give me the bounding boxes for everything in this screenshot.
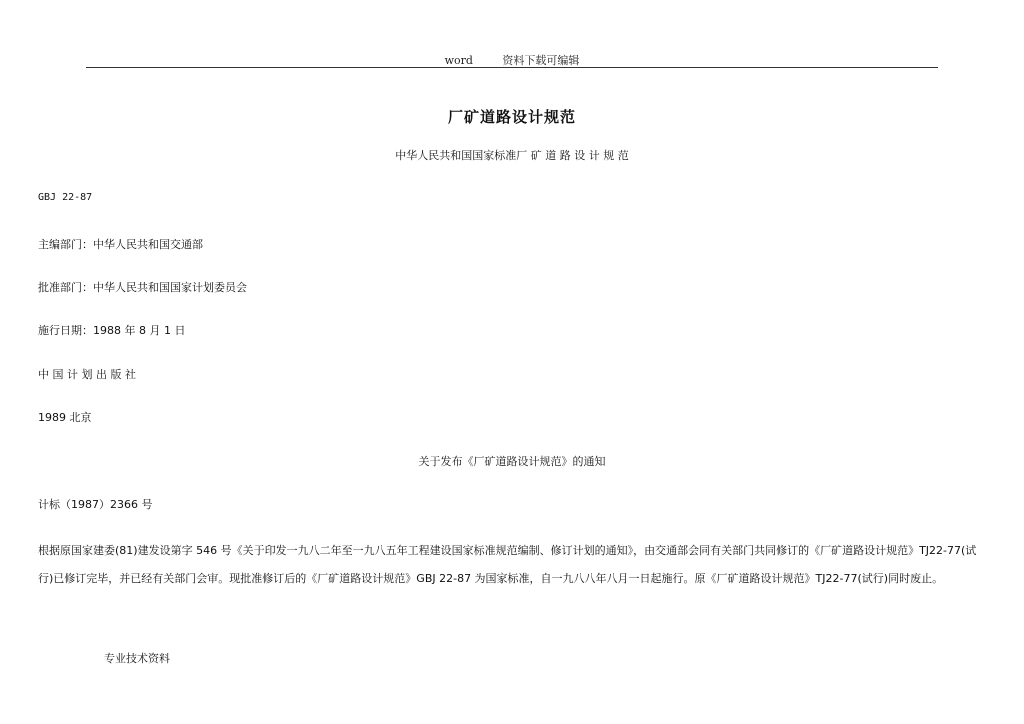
editor-department: 主编部门：中华人民共和国交通部 xyxy=(38,238,203,251)
header-word: word xyxy=(444,54,473,67)
page-header xyxy=(0,52,1024,68)
page-footer: 专业技术资料 xyxy=(104,652,170,665)
header-divider xyxy=(86,67,938,68)
document-subtitle: 中华人民共和国国家标准厂 矿 道 路 设 计 规 范 xyxy=(395,149,629,162)
notice-title: 关于发布《厂矿道路设计规范》的通知 xyxy=(418,455,606,468)
standard-code: GBJ 22-87 xyxy=(38,192,93,203)
publication-place: 1989 北京 xyxy=(38,411,92,424)
publisher: 中 国 计 划 出 版 社 xyxy=(38,368,136,381)
document-title: 厂矿道路设计规范 xyxy=(447,108,576,126)
effective-date: 施行日期：1988 年 8 月 1 日 xyxy=(38,324,186,337)
notice-body-paragraph: 根据原国家建委(81)建发设第字 546 号《关于印发一九八二年至一九八五年工程建设国家标准规范编制、修订计划的通知》，由交通部会同有关部门共同修订的《厂矿道路设计规范》TJ22-77(试行)已修订完毕，并已经有关部门会审。现批准修订后的《厂矿道路设计规范》GBJ 22-87 为国家标准，自一九八八年八月一日起施行。原《厂矿道路设计规范》TJ22-77(试行)同时废止。 xyxy=(38,544,977,585)
notice-number: 计标（1987）2366 号 xyxy=(38,498,153,511)
header-note: 资料下载可编辑 xyxy=(502,54,580,67)
approval-department: 批准部门：中华人民共和国国家计划委员会 xyxy=(38,281,247,294)
